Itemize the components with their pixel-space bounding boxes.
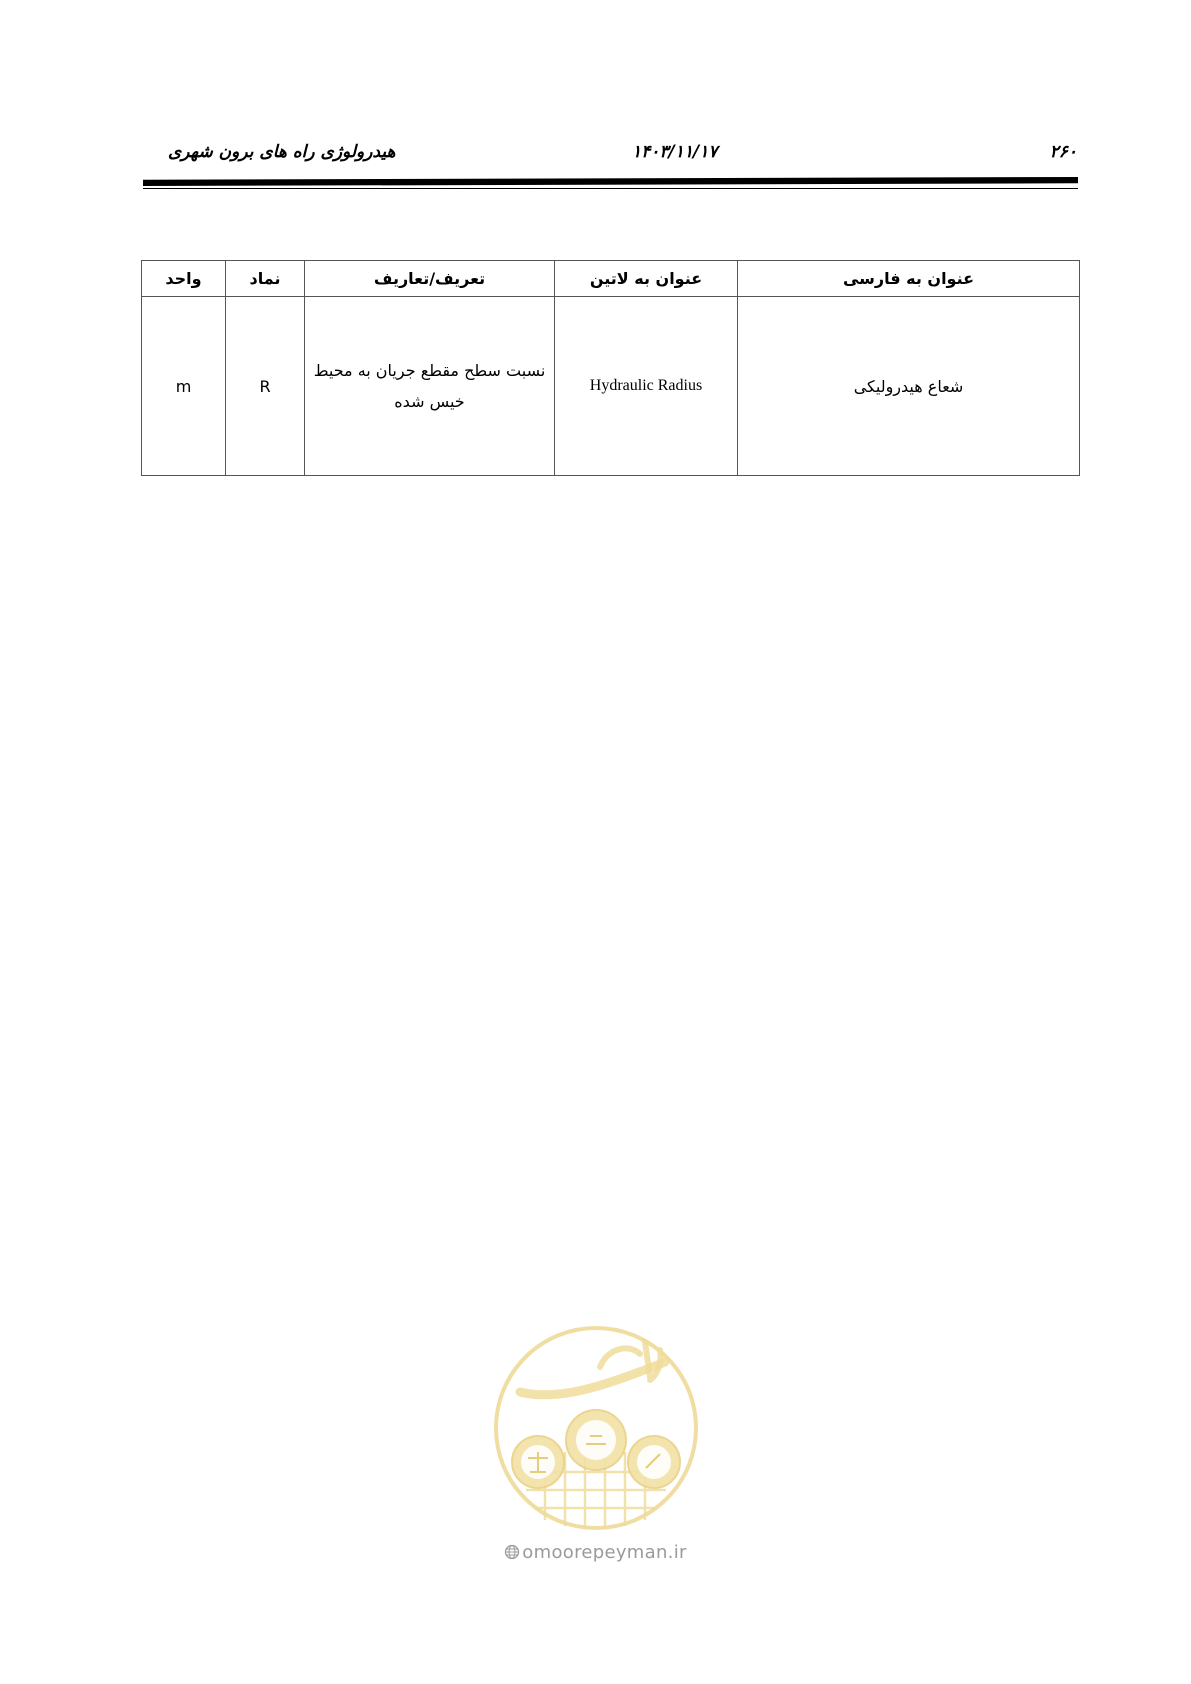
column-header-definition: تعریف/تعاریف: [305, 261, 555, 297]
cell-unit: m: [142, 297, 226, 476]
table-row: [142, 297, 1080, 476]
cell-symbol: R: [226, 297, 305, 476]
column-header-symbol: نماد: [226, 261, 305, 297]
page-number: ۲۶۰: [1049, 142, 1077, 162]
header-rule-thick: [143, 177, 1078, 186]
cell-latin-title: Hydraulic Radius: [555, 297, 738, 476]
cell-persian-title: شعاع هیدرولیکی: [738, 297, 1080, 476]
running-header-title: هیدرولوژی راه های برون شهری: [168, 142, 396, 162]
running-header-date: ۱۴۰۳/۱۱/۱۷: [632, 142, 718, 162]
column-header-latin-title: عنوان به لاتین: [555, 261, 738, 297]
omoorepeyman-logo: [490, 1322, 702, 1534]
table-header-row: [142, 261, 1080, 297]
watermark-url-text: omoorepeyman.ir: [522, 1542, 687, 1563]
column-header-unit: واحد: [142, 261, 226, 297]
cell-definition: نسبت سطح مقطع جریان به محیط خیس شده: [305, 297, 555, 476]
globe-icon: [504, 1542, 520, 1563]
watermark-url: [0, 1542, 1191, 1563]
definitions-table: [141, 260, 1080, 476]
header-rule-thin: [143, 188, 1078, 189]
column-header-persian-title: عنوان به فارسی: [738, 261, 1080, 297]
